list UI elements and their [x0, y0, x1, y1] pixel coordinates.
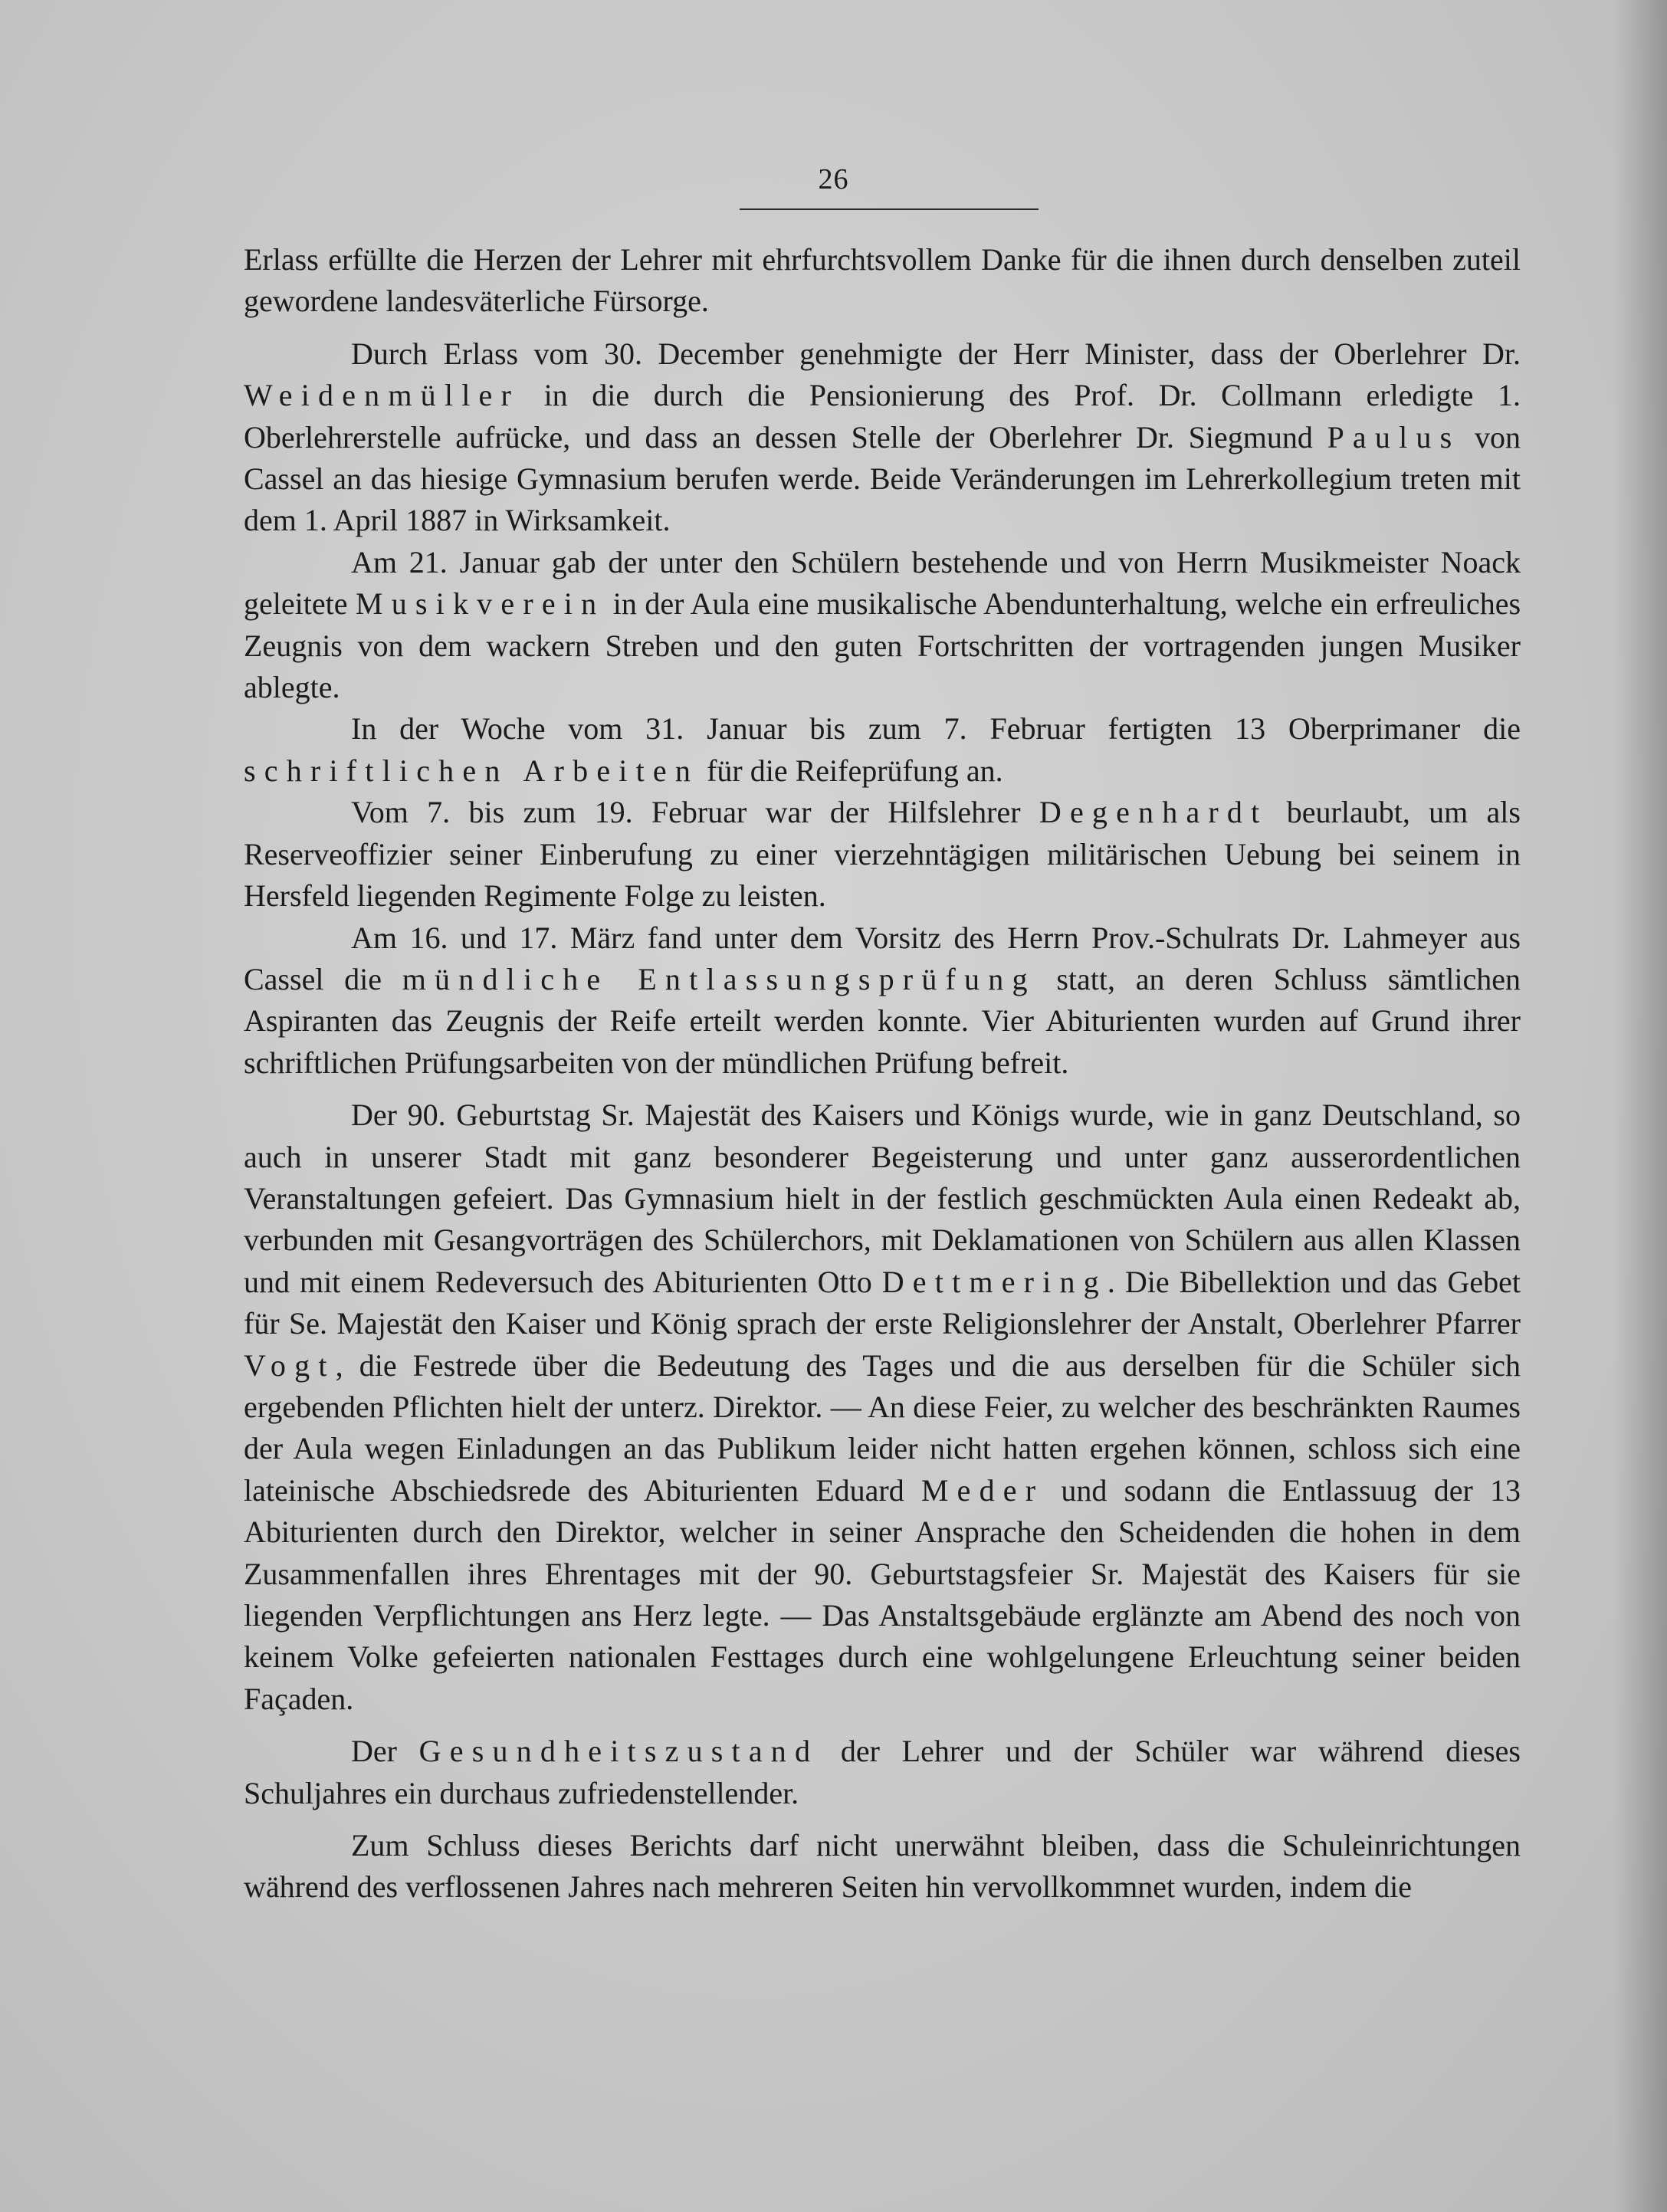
paragraph-text: für die Reifeprüfung an.	[699, 753, 1003, 788]
paragraph-text: und sodann die Entlassuug der 13 Abiturienten durch den Direktor, welcher in seiner Ansprache den Scheidenden die hohen in dem Zusammenfallen ihres Ehrentages mit der 90. Geburtstagsfeier Sr. Majestät des Kaisers für sie liegenden Verpflichtungen ans Herz legte. — Das Anstaltsgebäude erglänzte am Abend des noch von keinem Volke gefeierten nationalen Festtages durch eine wohlgelungene Erleuchtung seiner beiden Façaden.	[244, 1472, 1521, 1716]
paragraph-text: in der Aula eine musikalische Abendunterhaltung, welche ein erfreuliches Zeugnis von dem wackern Streben und den guten Fortschritten der vortragenden jungen Musiker ablegte.	[244, 586, 1521, 705]
paragraph	[244, 333, 1521, 542]
paragraph-text: Der	[351, 1734, 419, 1769]
spaced-name: Paulus	[1327, 419, 1461, 455]
paragraph-text: , die Festrede über die Bedeutung des Tages und die aus derselben für die Schüler sich ergebenden Pflichten hielt der unterz. Direktor. — An diese Feier, zu welcher des beschränkten Raumes der Aula wegen Einladungen an das Publikum leider nicht hatten ergehen können, schloss sich eine lateinische Abschiedsrede des Abiturienten Eduard	[244, 1347, 1521, 1508]
paragraph	[244, 792, 1521, 917]
paragraph-text: Erlass erfüllte die Herzen der Lehrer mit ehrfurchtsvollem Danke für die ihnen durch denselben zuteil gewordene landesväterliche Fürsorge.	[244, 242, 1521, 319]
paragraph-text: in die durch die Pensionierung des Prof. Dr. Collmann erledigte 1. Oberlehrerstelle aufrücke, und dass an dessen Stelle der Oberlehrer Dr. Siegmund	[244, 378, 1521, 455]
paragraph-text: der Lehrer und der Schüler war während dieses Schuljahres ein durchaus zufriedenstellender.	[244, 1734, 1521, 1810]
spaced-term: Gesundheitszustand	[418, 1734, 819, 1769]
spaced-name: Degenhardt	[1039, 795, 1268, 830]
paragraph-text: Zum Schluss dieses Berichts darf nicht unerwähnt bleiben, dass die Schuleinrichtungen während des verflossenen Jahres nach mehreren Seiten hin vervollkommnet wurden, indem die	[244, 1828, 1521, 1905]
spaced-term: mündliche Entlassungsprüfung	[402, 961, 1036, 996]
spaced-term: Musikverein	[355, 586, 605, 622]
paragraph-text: beurlaubt, um als Reserveoffizier seiner Einberufung zu einer vierzehntägigen militärischen Uebung bei seinem in Hersfeld liegenden Regimente Folge zu leisten.	[244, 795, 1521, 914]
page-number	[0, 162, 1667, 201]
paragraph-text: Durch Erlass vom 30. December genehmigte der Herr Minister, dass der Oberlehrer Dr.	[351, 336, 1521, 371]
paragraph	[244, 1825, 1521, 1908]
paragraph-text: In der Woche vom 31. Januar bis zum 7. Februar fertigten 13 Oberprimaner die	[351, 711, 1521, 747]
paragraph	[244, 1731, 1521, 1814]
paragraph-text: Am 21. Januar gab der unter den Schülern bestehende und von Herrn Musikmeister Noack geleitete	[244, 544, 1521, 622]
spaced-term: schriftlichen Arbeiten	[244, 753, 700, 788]
paragraph	[244, 542, 1521, 709]
spaced-name: Vogt	[244, 1347, 336, 1383]
spaced-name: Weidenmüller	[244, 378, 520, 413]
body-text	[244, 239, 1521, 1908]
paragraph	[244, 239, 1521, 323]
paragraph	[244, 1095, 1521, 1720]
page-number-text: 26	[818, 163, 849, 195]
paragraph-text: von Cassel an das hiesige Gymnasium berufen werde. Beide Veränderungen im Lehrerkollegium treten mit dem 1. April 1887 in Wirksamkeit.	[244, 419, 1521, 538]
paragraph-text: statt, an deren Schluss sämtlichen Aspiranten das Zeugnis der Reife erteilt werden konnte. Vier Abiturienten wurden auf Grund ihrer schriftlichen Prüfungsarbeiten von der mündlichen Prüfung befreit.	[244, 961, 1521, 1080]
header-rule	[740, 208, 1039, 210]
paragraph	[244, 917, 1521, 1085]
paragraph-text: Der 90. Geburtstag Sr. Majestät des Kaisers und Königs wurde, wie in ganz Deutschland, so auch in unserer Stadt mit ganz besonderer Begeisterung und unter ganz ausserordentlichen Veranstaltungen gefeiert. Das Gymnasium hielt in der festlich geschmückten Aula einen Redeakt ab, verbunden mit Gesangvorträgen des Schülerchors, mit Deklamationen von Schülern aus allen Klassen und mit einem Redeversuch des Abiturienten Otto	[244, 1098, 1521, 1299]
paragraph-text: Am 16. und 17. März fand unter dem Vorsitz des Herrn Prov.-Schulrats Dr. Lahmeyer aus Cassel die	[244, 920, 1521, 996]
spaced-name: Dettmering	[881, 1264, 1108, 1299]
paragraph-text: . Die Bibellektion und das Gebet für Se. Majestät den Kaiser und König sprach der erste Religionslehrer der Anstalt, Oberlehrer Pfarrer	[244, 1264, 1521, 1341]
paragraph-text: Vom 7. bis zum 19. Februar war der Hilfslehrer	[351, 795, 1039, 830]
spaced-name: Meder	[920, 1472, 1045, 1508]
paragraph	[244, 708, 1521, 792]
